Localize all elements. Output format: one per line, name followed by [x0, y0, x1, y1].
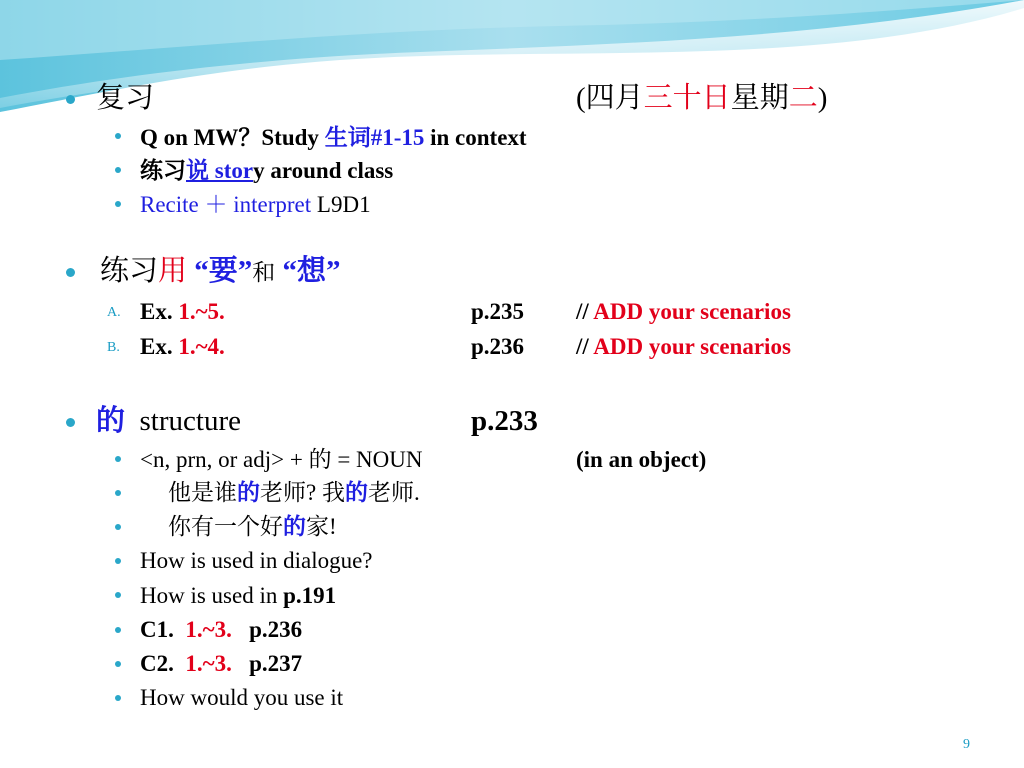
xiang-word: “想”: [275, 255, 341, 287]
exercise-label: Ex.: [140, 334, 173, 359]
exercise-range: 1.~3.: [185, 651, 232, 676]
review-heading: 复习: [96, 82, 155, 114]
date-month: (四月: [576, 82, 644, 114]
review-item-2: [140, 159, 393, 182]
item-bullet: [115, 490, 121, 496]
exercise-range: 1.~4.: [178, 334, 225, 359]
structure-page: p.233: [471, 405, 538, 437]
item-bullet: [115, 661, 121, 667]
vocab-range: 生词#1-15: [324, 125, 425, 150]
example-sentence-1: [168, 481, 420, 504]
de-highlight: 的: [237, 480, 260, 505]
exercise-row-b: [140, 335, 225, 358]
question-dialogue: How is used in dialogue?: [140, 548, 373, 573]
date-label: [576, 84, 827, 113]
review-item-1: [140, 126, 527, 149]
example-text: 老师.: [367, 480, 420, 505]
section-practice-title: [100, 257, 341, 286]
date-day: 三十日: [643, 82, 731, 114]
de-highlight: 的: [344, 480, 368, 505]
item-text: 练习: [140, 158, 186, 183]
comment-slashes: //: [576, 334, 589, 359]
exercise-label: C2.: [140, 651, 174, 676]
comment-slashes: //: [576, 299, 589, 324]
item-bullet: [115, 627, 121, 633]
story-link[interactable]: 说 stor: [186, 158, 254, 183]
de-character: 的: [96, 405, 126, 437]
exercise-page: p.237: [249, 651, 303, 676]
exercise-note: [576, 300, 791, 323]
lesson-code: L9D1: [311, 192, 371, 217]
item-bullet: [115, 456, 121, 462]
question-page: [140, 584, 336, 607]
example-text: 他是谁: [168, 480, 237, 505]
page-ref: p.191: [283, 583, 337, 608]
date-close: ): [817, 82, 828, 114]
item-bullet: [115, 201, 121, 207]
practice-label: 练习: [100, 255, 159, 287]
item-bullet: [115, 558, 121, 564]
item-bullet: [115, 133, 121, 139]
exercise-range: 1.~3.: [185, 617, 232, 642]
item-bullet: [115, 167, 121, 173]
and-label: 和: [252, 260, 276, 285]
section-structure-title: [96, 407, 241, 436]
item-text: Q on MW？Study: [140, 125, 325, 150]
item-bullet: [115, 524, 121, 530]
scenario-note: ADD your scenarios: [593, 334, 791, 359]
formula-note: (in an object): [576, 447, 707, 472]
item-bullet: [115, 695, 121, 701]
use-label: 用: [158, 255, 188, 287]
exercise-label: Ex.: [140, 299, 173, 324]
exercise-row-a: [140, 300, 225, 323]
example-text: 家!: [306, 514, 337, 539]
list-marker: B.: [107, 340, 120, 355]
date-weekday-label: 星期: [730, 82, 789, 114]
scenario-note: ADD your scenarios: [593, 299, 791, 324]
question-text: How is used in: [140, 583, 284, 608]
review-item-3: [140, 193, 371, 216]
exercise-page: p.236: [471, 334, 525, 359]
example-text: 老师? 我: [260, 480, 345, 505]
yao-word: “要”: [187, 255, 253, 287]
example-text: 你有一个好: [168, 514, 283, 539]
item-text-end: in context: [424, 125, 527, 150]
section-bullet: [66, 418, 75, 427]
section-bullet: [66, 268, 75, 277]
item-bullet: [115, 592, 121, 598]
list-marker: A.: [107, 305, 121, 320]
exercise-note: [576, 335, 791, 358]
slide-page-number: 9: [963, 737, 970, 752]
section-review-title: [96, 84, 154, 113]
structure-label: structure: [139, 405, 241, 437]
de-formula: <n, prn, or adj> + 的 = NOUN: [140, 447, 423, 472]
recite-text: Recite ＋ interpret: [140, 192, 312, 217]
example-sentence-2: [168, 515, 337, 538]
exercise-page: p.236: [249, 617, 303, 642]
de-highlight: 的: [283, 514, 306, 539]
exercise-range: 1.~5.: [178, 299, 225, 324]
exercise-page: p.235: [471, 299, 525, 324]
item-text-end: y around class: [253, 158, 394, 183]
exercise-c1: [140, 618, 302, 641]
exercise-c2: [140, 652, 302, 675]
date-weekday: 二: [788, 82, 818, 114]
exercise-label: C1.: [140, 617, 174, 642]
section-bullet: [66, 95, 75, 104]
question-usage: How would you use it: [140, 685, 344, 710]
